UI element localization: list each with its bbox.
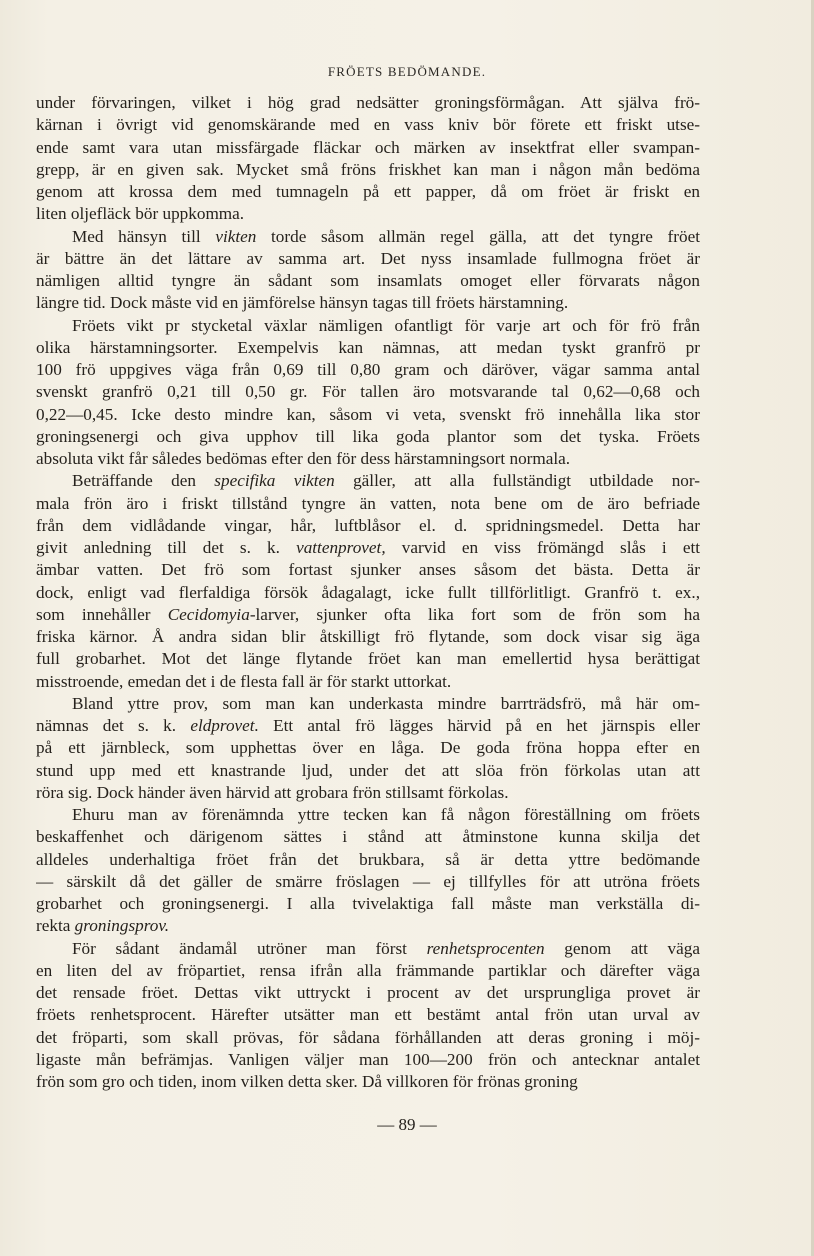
text-line [36,515,700,537]
paragraph [36,938,700,1094]
emphasized-term: vikten [215,226,257,246]
text-run: torde såsom allmän regel gälla, att det tyngre fröet [256,226,700,246]
text-run: längre tid. Dock måste vid en jämförelse hänsyn tagas till fröets härstamning. [36,293,569,313]
text-line [36,270,700,292]
text-run: som innehåller [36,604,168,624]
text-line [36,381,700,403]
text-line [36,1071,700,1093]
text-line [36,1049,700,1071]
emphasized-term: renhetsprocenten [426,938,545,958]
text-line [36,582,700,604]
text-run: För sådant ändamål utröner man först [72,938,427,958]
text-run: dock, enligt vad flerfaldiga försök ådagalagt, icke fullt tillförlitligt. Granfrö t. ex., [36,582,700,602]
text-run: stund upp med ett knastrande ljud, under det att slöa frön förkolas utan att [36,760,700,780]
text-line [36,693,700,715]
paragraph [36,470,700,693]
text-line [36,404,700,426]
text-run: ende samt vara utan missfärgade fläckar och märken av insektfrat eller svampan- [36,137,700,157]
body-text [36,92,700,1093]
text-line [36,782,700,804]
text-run: alldeles underhaltiga fröet från det brukbara, så är detta yttre bedömande [36,849,700,869]
text-line [36,938,700,960]
text-run: grobarhet och groningsenergi. I alla tvivelaktiga fall måste man verkställa di- [36,894,700,913]
text-run: Ett antal frö lägges härvid på en het järnspis eller [258,716,700,735]
text-line [36,1004,700,1026]
text-line [36,671,700,693]
emphasized-term: vattenprovet, [296,538,386,557]
text-run: grepp, är en given sak. Mycket små fröns friskhet kan man i någon mån bedöma [36,159,700,179]
paragraph [36,92,700,226]
paragraph [36,226,700,315]
text-line [36,292,700,314]
text-run: 100 frö uppgives väga från 0,69 till 0,80 gram och däröver, vägar samma antal [36,360,700,379]
text-line [36,559,700,581]
page-number: — 89 — [377,1115,437,1134]
text-run: Fröets vikt pr stycketal växlar nämligen ofantligt för varje art och för frö från [72,315,700,335]
paragraph [36,804,700,938]
text-line [36,493,700,515]
text-line [36,737,700,759]
text-line [36,826,700,848]
text-line [36,626,700,648]
text-run: en liten del av fröpartiet, rensa ifrån alla främmande partiklar och därefter väga [36,960,700,980]
text-run: genom att väga [544,938,700,958]
text-run: Med hänsyn till [72,226,216,246]
text-line [36,849,700,871]
text-line [36,248,700,270]
text-line [36,915,700,937]
text-line [36,203,700,225]
text-line [36,426,700,448]
running-title: FRÖETS BEDÖMANDE. [327,64,487,79]
text-line [36,960,700,982]
text-run: friska kärnor. Å andra sidan blir åtskilligt frö flytande, som dock visar sig äga [36,627,700,646]
text-run: gäller, att alla fullständigt utbildade nor- [334,471,700,491]
text-run: varvid en viss frömängd slås i ett [385,538,700,557]
text-line [36,470,700,492]
text-line [36,315,700,337]
text-run: på ett järnbleck, som upphettas över en låga. De goda fröna hoppa efter en [36,738,700,758]
text-run: — särskilt då det gäller de smärre fröslagen — ej tillfylles för att utröna fröets [36,871,700,891]
text-line [36,982,700,1004]
text-line [36,92,700,114]
emphasized-term: groningsprov. [74,916,170,936]
text-run: genom att krossa dem med tumnageln på ett papper, då om fröet är friskt en [36,182,700,201]
emphasized-term: eldprovet. [190,716,259,735]
text-line [36,715,700,737]
text-line [36,226,700,248]
text-line [36,137,700,159]
text-run: liten oljefläck bör uppkomma. [36,204,245,224]
text-run: fröets renhetsprocent. Härefter utsätter man ett bestämt antal frön utan urval av [36,1005,700,1025]
text-run: frön som gro och tiden, inom vilken detta sker. Då villkoren för frönas groning [36,1072,578,1091]
text-run: Ehuru man av förenämnda yttre tecken kan få någon föreställning om fröets [72,805,700,824]
text-run: beskaffenhet och därigenom sättes i stånd att åtminstone kunna skilja det [36,827,700,847]
text-line [36,804,700,826]
text-run: det rensade fröet. Dettas vikt uttryckt i procent av det ursprungliga provet är [36,983,700,1002]
emphasized-term: specifika vikten [214,471,335,491]
text-line [36,114,700,136]
text-line [36,604,700,626]
text-run: är bättre än det lättare av samma art. Det nyss insamlade fullmogna fröet är [36,248,700,268]
emphasized-term: Cecidomyia [167,604,250,624]
paragraph [36,315,700,471]
text-line [36,537,700,559]
text-line [36,181,700,203]
text-run: -larver, sjunker ofta lika fort som de frön som ha [249,604,700,624]
text-run: röra sig. Dock händer även härvid att grobara frön stillsamt förkolas. [36,782,509,802]
text-line [36,159,700,181]
text-run: från dem vidlådande vingar, hår, luftblåsor el. d. spridningsmedel. Detta har [36,515,700,535]
text-run: nämligen alltid tyngre än sådant som insamlats omoget eller förvarats någon [36,271,700,290]
text-run: full grobarhet. Mot det länge flytande fröet kan man emellertid hysa berättigat [36,649,700,669]
text-run: misstroende, emedan det i de flesta fall är för starkt uttorkat. [36,671,452,691]
text-line [36,760,700,782]
text-run: kärnan i övrigt vid genomskärande med en vass kniv bör förete ett friskt utse- [36,115,700,135]
text-run: Bland yttre prov, som man kan underkasta mindre barrträdsfrö, må här om- [72,693,700,713]
text-line [36,1027,700,1049]
text-run: det fröparti, som skall prövas, för sådana förhållanden att deras groning i möj- [36,1027,700,1047]
text-line [36,337,700,359]
text-run: under förvaringen, vilket i hög grad nedsätter groningsförmågan. Att själva frö- [36,93,700,112]
text-run: givit anledning till det s. k. [36,538,297,557]
text-run: mala frön äro i friskt tillstånd tyngre än vatten, nota bene om de äro befriade [36,493,700,513]
text-run: rekta [36,916,75,936]
text-line [36,359,700,381]
text-line [36,648,700,670]
text-run: Beträffande den [72,471,215,491]
text-run: ämbar vatten. Det frö som fortast sjunker anses såsom det bästa. Detta är [36,560,700,580]
text-run: groningsenergi och giva upphov till lika goda plantor som det tyska. Fröets [36,426,700,446]
text-line [36,871,700,893]
text-run: svenskt granfrö 0,21 till 0,50 gr. För tallen äro motsvarande tal 0,62—0,68 och [36,382,700,402]
text-run: 0,22—0,45. Icke desto mindre kan, såsom vi veta, svenskt frö innehålla lika stor [36,404,700,424]
text-run: ligaste mån befrämjas. Vanligen väljer man 100—200 frön och antecknar antalet [36,1049,700,1069]
text-run: absoluta vikt får således bedömas efter den för dess härstamningsort normala. [36,449,571,468]
text-run: nämnas det s. k. [36,716,191,735]
paragraph [36,693,700,804]
text-run: olika härstamningsorter. Exempelvis kan nämnas, att medan tyskt granfrö pr [36,337,700,357]
text-line [36,448,700,470]
text-line [36,893,700,915]
